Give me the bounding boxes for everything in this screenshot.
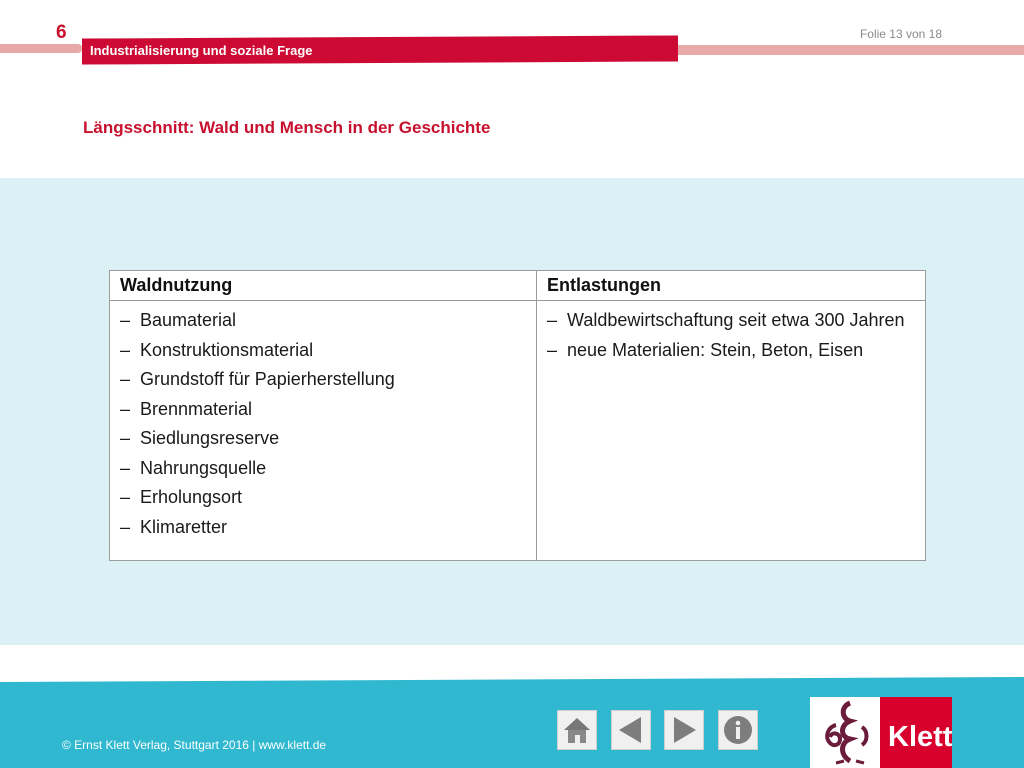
header-band-left xyxy=(0,44,82,53)
list-item: – Waldbewirtschaftung seit etwa 300 Jahren xyxy=(547,309,919,332)
footer-wave xyxy=(0,674,1024,682)
list-item: – neue Materialien: Stein, Beton, Eisen xyxy=(547,339,919,362)
column-header-entlastungen: Entlastungen xyxy=(537,271,926,301)
home-icon xyxy=(558,711,596,749)
list-item: – Konstruktionsmaterial xyxy=(120,339,530,362)
previous-button[interactable] xyxy=(611,710,651,750)
cell-entlastungen xyxy=(537,301,926,561)
header-band-right xyxy=(678,45,1024,55)
list-item: – Baumaterial xyxy=(120,309,530,332)
next-arrow-icon xyxy=(665,711,703,749)
waldnutzung-list xyxy=(120,309,530,539)
list-item: – Klimaretter xyxy=(120,516,530,539)
chapter-number: 6 xyxy=(56,22,67,43)
klett-logo xyxy=(810,697,952,768)
cell-waldnutzung xyxy=(110,301,537,561)
list-item: – Erholungsort xyxy=(120,486,530,509)
klett-emblem-icon xyxy=(810,697,880,768)
copyright-text: © Ernst Klett Verlag, Stuttgart 2016 | www.klett.de xyxy=(62,738,327,752)
chapter-title: Industrialisierung und soziale Frage xyxy=(90,43,313,58)
info-icon xyxy=(719,711,757,749)
klett-wordmark: Klett xyxy=(888,721,953,753)
column-header-waldnutzung: Waldnutzung xyxy=(110,271,537,301)
next-button[interactable] xyxy=(664,710,704,750)
page-title: Längsschnitt: Wald und Mensch in der Geschichte xyxy=(83,118,491,137)
slide-counter: Folie 13 von 18 xyxy=(859,27,942,41)
list-item: – Nahrungsquelle xyxy=(120,457,530,480)
list-item: – Grundstoff für Papierherstellung xyxy=(120,368,530,391)
info-button[interactable] xyxy=(718,710,758,750)
home-button[interactable] xyxy=(557,710,597,750)
entlastungen-list xyxy=(547,309,919,362)
klett-logo-block xyxy=(880,697,952,768)
list-item: – Brennmaterial xyxy=(120,398,530,421)
content-table xyxy=(109,270,926,561)
list-item: – Siedlungsreserve xyxy=(120,427,530,450)
previous-arrow-icon xyxy=(612,711,650,749)
